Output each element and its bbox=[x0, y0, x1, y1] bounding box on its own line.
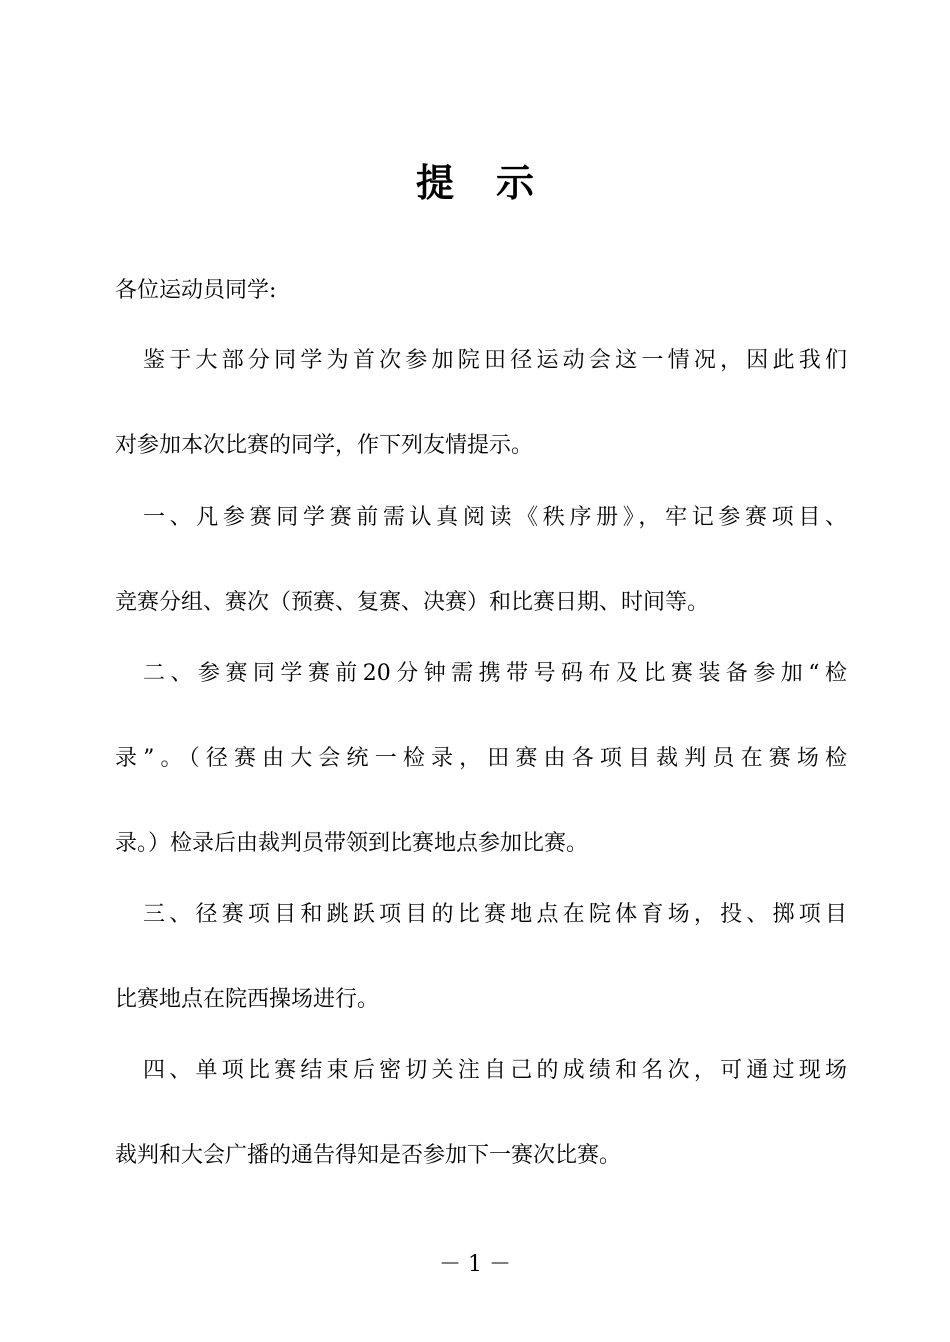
paragraph-line: 录”。（径赛由大会统一检录，田赛由各项目裁判员在赛场检 bbox=[115, 746, 847, 771]
page-number: － 1 － bbox=[439, 1252, 511, 1277]
paragraph-line: 三、径赛项目和跳跃项目的比赛地点在院体育场，投、掷项目 bbox=[143, 902, 847, 927]
salutation: 各位运动员同学: bbox=[115, 278, 277, 303]
paragraph-line: 二、参赛同学赛前20分钟需携带号码布及比赛装备参加“检 bbox=[143, 661, 847, 686]
paragraph-line: 录。）检录后由裁判员带领到比赛地点参加比赛。 bbox=[115, 831, 589, 856]
paragraph-line: 裁判和大会广播的通告得知是否参加下一赛次比赛。 bbox=[115, 1143, 622, 1168]
paragraph-line: 一、凡参赛同学赛前需认真阅读《秩序册》，牢记参赛项目、 bbox=[143, 505, 847, 530]
paragraph-line: 对参加本次比赛的同学，作下列友情提示。 bbox=[115, 433, 534, 458]
paragraph-line: 比赛地点在院西操场进行。 bbox=[115, 987, 380, 1012]
paragraph-line: 竞赛分组、赛次（预赛、复赛、决赛）和比赛日期、时间等。 bbox=[115, 590, 710, 615]
paragraph-line: 四、单项比赛结束后密切关注自己的成绩和名次，可通过现场 bbox=[143, 1058, 847, 1083]
page-title: 提示 bbox=[415, 161, 576, 205]
paragraph-line: 鉴于大部分同学为首次参加院田径运动会这一情况，因此我们 bbox=[143, 348, 847, 373]
